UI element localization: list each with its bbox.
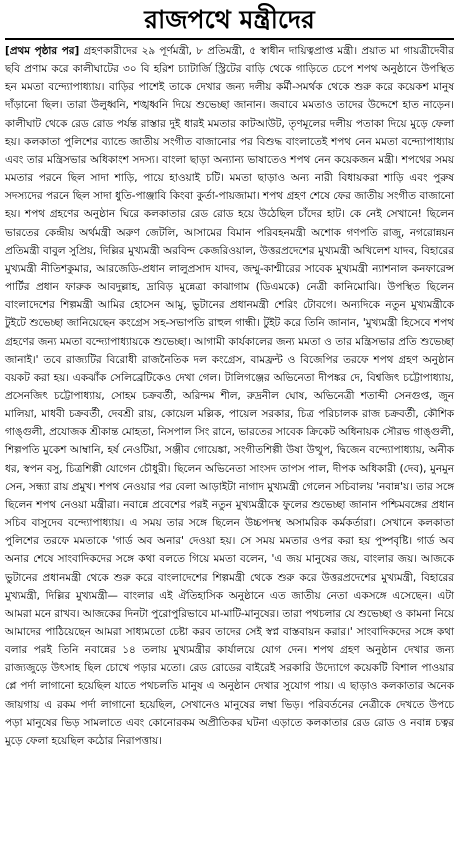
headline: রাজপথে মন্ত্রীদের [144,5,315,34]
article-body: গ্রহণকারীদের ২৯ পূর্ণমন্ত্রী, ৮ প্রতিমন্ত্রী, ৫ স্বাধীন দায়িত্বপ্রাপ্ত মন্ত্রী। প্রয়াত মা গায়ত্রীদেবীর ছবি প্রণাম করে কালীঘাটের ৩০ বি হরিশ চ্যাটার্জি স্ট্রিটের বাড়ি থেকে গাড়িতে চেপে শপথ অনুষ্ঠানে উপস্থিত হন মমতা বন্দ্যোপাধ্যায়। বাড়ির পাশেই তাকে দেখার জন্য দলীয় কর্মী-সমর্থক থেকে শুরু করে কয়েকশ মানুষ দাঁড়ানো ছিল। তারা উলুধ্বনি, শঙ্খধ্বনি দিয়ে শুভেচ্ছা জানান। জবাবে মমতাও তাদের উদ্দেশে হাত নাড়েন। কালীঘাট থেকে রেড রোড পর্যন্ত রাস্তার দুই ধারই মমতার কাটআউট, তৃণমূলের দলীয় পতাকা দিয়ে মুড়ে ফেলা হয়। কলকাতা পুলিশের ব্যান্ডে জাতীয় সংগীত বাজানোর পর বিশুদ্ধ বাংলাতেই শপথ নেন মমতা বন্দ্যোপাধ্যায় এবং তার মন্ত্রিসভার অধিকাংশ সদস্য। বাংলা ছাড়া অন্যান্য ভাষাতেও শপথ নেন কয়েকজন মন্ত্রী। শপথের সময় মমতার পরনে ছিল সাদা শাড়ি, পায়ে হাওয়াই চটি। মমতা ছাড়াও অন্য নারী বিধায়করা শাড়ি এবং পুরুষ সদস্যদের পরনে ছিল সাদা ধুতি-পাঞ্জাবি কিংবা কুর্তা-পায়জামা। শপথ গ্রহণ শেষে ফের জাতীয় সংগীত বাজানো হয়। শপথ গ্রহণের অনুষ্ঠান ঘিরে কলকাতার রেড রোড হয়ে উঠেছিল চাঁদের হাট। কে নেই সেখানে! ছিলেন ভারতের কেন্দ্রীয় অর্থমন্ত্রী অরুণ জেটলি, আসামের বিমান পরিবহনমন্ত্রী অশোক গণপতি রাজু, নগরোন্নয়ন প্রতিমন্ত্রী বাবুল সুপ্রিয়, দিল্লির মুখ্যমন্ত্রী অরবিন্দ কেজরিওয়াল, উত্তরপ্রদেশের মুখ্যমন্ত্রী অখিলেশ যাদব, বিহারের মুখ্যমন্ত্রী নীতিশকুমার, আরজেডি-প্রধান লালুপ্রসাদ যাদব, জম্মু-কাশ্মীরের সাবেক মুখ্যমন্ত্রী ন্যাশনাল কনফারেন্স পার্টির প্রধান ফারুক আবদুল্লাহ, দ্রাবিড় মুন্নেত্রা কাঝাগাম (ডিএমকে) নেত্রী কানিমোঝি। উপস্থিত ছিলেন বাংলাদেশের শিল্পমন্ত্রী আমির হোসেন আমু, ভুটানের প্রধানমন্ত্রী শেরিং টোবগে। অন্যদিকে নতুন মুখ্যমন্ত্রীকে টুইটে শুভেচ্ছা জানিয়েছেন কংগ্রেস সহ-সভাপতি রাহুল গান্ধী। টুইট করে তিনি জানান, 'মুখ্যমন্ত্রী হিসেবে শপথ গ্রহণের জন্য মমতা বন্দ্যোপাধ্যায়কে শুভেচ্ছা। আগামী কার্যকালের জন্য মমতা ও তার মন্ত্রিসভার প্রতি শুভেচ্ছা জানাই।' তবে রাজ্যটির বিরোধী রাজনৈতিক দল কংগ্রেস, বামফ্রন্ট ও বিজেপির তরফে শপথ গ্রহণ অনুষ্ঠান বয়কট করা হয়। একঝাঁক সেলিব্রেটিকেও দেখা গেল। টালিগঞ্জের অভিনেতা দীপঙ্কর দে, বিশ্বজিৎ চট্টোপাধ্যায়, প্রসেনজিৎ চট্টোপাধ্যায়, সোহম চক্রবর্তী, অরিন্দম শীল, রুদ্রনীল ঘোষ, অভিনেত্রী শতাব্দী সেনগুপ্ত, জুন মালিয়া, মাধবী চক্রবর্তী, দেবশ্রী রায়, কোয়েল মল্লিক, পায়েল সরকার, চিত্র পরিচালক রাজ চক্রবর্তী, কৌশিক গাঙ্গুলী, প্রযোজক শ্রীকান্ত মোহতা, নিসপাল সিং রানে, ভারতের সাবেক ক্রিকেট অধিনায়ক সৌরভ গাঙ্গুলী, শিল্পপতি মুকেশ আম্বানি, হর্ষ নেওটিয়া, সঞ্জীব গোয়েঙ্কা, সংগীতশিল্পী উষা উত্থুপ, দ্বিজেন বন্দ্যোপাধ্যায়, অনীক ধর, স্বপন বসু, চিত্রশিল্পী যোগেন চৌধুরী। ছিলেন অভিনেতা সাংসদ তাপস পাল, দীপক অধিকারী (দেব), মুনমুন সেন, সন্ধ্যা রায় প্রমুখ। শপথ নেওয়ার পর বেলা আড়াইটা নাগাদ মুখ্যমন্ত্রী গেলেন সচিবালয় 'নবান্ন'য়। তার সঙ্গে ছিলেন শপথ নেওয়া মন্ত্রীরা। নবান্নে প্রবেশের পরই নতুন মুখ্যমন্ত্রীকে ফুলের শুভেচ্ছা জানান পশ্চিমবঙ্গের প্রধান সচিব বাসুদেব বন্দ্যোপাধ্যায়। এ সময় তার সঙ্গে ছিলেন উচ্চপদস্থ অসামরিক কর্মকর্তারা। সেখানে কলকাতা পুলিশের তরফে মমতাকে 'গার্ড অব অনার' দেওয়া হয়। সে সময় মমতার ওপর করা হয় পুষ্পবৃষ্টি। গার্ড অব অনার শেষে সাংবাদিকদের সঙ্গে কথা বলতে গিয়ে মমতা বলেন, 'এ জয় মানুষের জয়, বাংলার জয়। আজকে ভুটানের প্রধানমন্ত্রী থেকে শুরু করে বাংলাদেশের শিল্পমন্ত্রী থেকে শুরু করে উত্তরপ্রদেশের মুখ্যমন্ত্রী, বিহারের মুখ্যমন্ত্রী, দিল্লির মুখ্যমন্ত্রী— বাংলার এই ঐতিহাসিক অনুষ্ঠানে এত জাতীয় নেতা একসঙ্গে এসেছেন। এটা আমরা মনে রাখব। আজকের দিনটা পুরোপুরিভাবে মা-মাটি-মানুষের। তারা পথচলার যে শুভেচ্ছা ও কামনা নিয়ে আমাদের পাঠিয়েছেন আমরা সাধ্যমতো চেষ্টা করব তাদের সেই স্বপ্ন বাস্তবায়ন করার।' সাংবাদিকদের সঙ্গে কথা বলার পরই তিনি নবান্নের ১৪ তলায় মুখ্যমন্ত্রীর কার্যালয়ে যোগ দেন। শপথ গ্রহণ অনুষ্ঠান দেখার জন্য রাজ্যজুড়ে উৎসাহ ছিল চোখে পড়ার মতো। রেড রোডের বাইরেই সরকারি উদ্যোগে কয়েকটি বিশাল পাওয়ার প্লে পর্দা লাগানো হয়েছিল যাতে পথচলতি মানুষ এ অনুষ্ঠান দেখার সুযোগ পায়। এ ছাড়াও কলকাতার অনেক জায়গায় এ রকম পর্দা লাগানো হয়েছিল, সেখানেও মানুষের লম্বা ভিড়। পরিবর্তনের নেত্রীকে দেখতে উপচে পড়া মানুষের ভিড় সামলাতে এবং কোনোরকম অপ্রীতিকর ঘটনা এড়াতে কলকাতার রেড রোড ও নবান্ন চত্বর মুড়ে ফেলা হয়েছিল কঠোর নিরাপত্তায়। [5,45,454,747]
continuation-kicker: [প্রথম পৃষ্ঠার পর] [5,45,80,57]
article-body-container [5,42,454,750]
headline-rule [5,38,454,40]
